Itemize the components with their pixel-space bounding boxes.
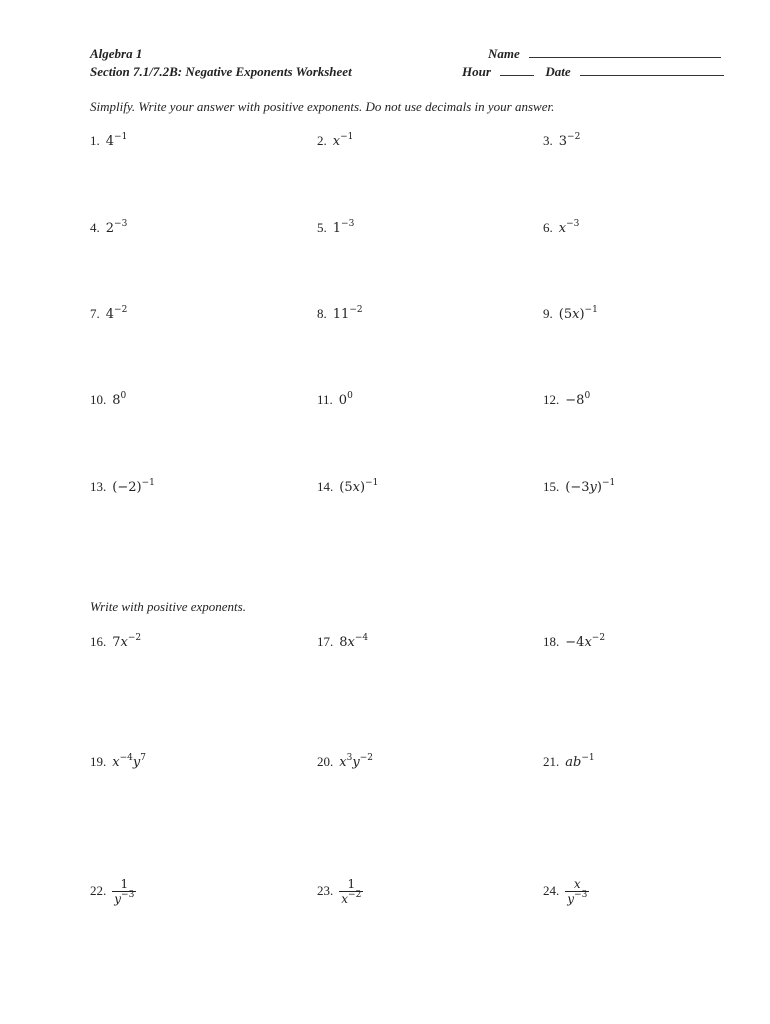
problem-number: 21.: [543, 754, 560, 769]
denominator-base: y: [567, 892, 575, 906]
problem-number: 16.: [90, 634, 107, 649]
instructions-part2: Write with positive exponents.: [90, 599, 246, 614]
problem-number: 24.: [543, 883, 560, 898]
problem-number: 6.: [543, 220, 553, 235]
expression-base: 8x: [339, 635, 355, 650]
expression-exponent: −2: [349, 305, 363, 315]
expression-exponent: −2: [114, 305, 128, 315]
expression-exponent: 0: [120, 391, 127, 401]
problem-item: [90, 133, 127, 149]
expression-exponent-2: 7: [140, 753, 146, 763]
expression-base: (5x): [558, 307, 585, 322]
problem-item: [543, 479, 615, 495]
problem-item: [543, 877, 589, 906]
problem-number: 20.: [317, 754, 334, 769]
expression-base-2: y: [352, 755, 360, 770]
expression-base: 7x: [112, 635, 128, 650]
problem-number: 12.: [543, 392, 560, 407]
name-blank[interactable]: [529, 47, 721, 58]
problem-expression: [106, 307, 128, 322]
expression-exponent: −3: [566, 219, 580, 229]
problem-number: 13.: [90, 479, 107, 494]
problem-item: [90, 877, 136, 906]
problem-expression: [112, 480, 155, 495]
problem-number: 3.: [543, 133, 553, 148]
problem-expression: [565, 480, 615, 495]
fraction-denominator: [339, 891, 363, 906]
problem-item: [543, 392, 590, 408]
problem-expression: [333, 221, 355, 236]
problem-expression: [112, 393, 126, 408]
problem-expression: [565, 877, 589, 906]
problem-expression: [333, 307, 363, 322]
problem-expression: [112, 877, 136, 906]
expression-exponent: −1: [340, 132, 354, 142]
expression-base: 4: [105, 134, 115, 149]
date-label: Date: [545, 64, 571, 79]
fraction-denominator: [565, 891, 589, 906]
problem-item: [317, 133, 353, 149]
expression-exponent: −1: [601, 478, 616, 488]
expression-base: (5x): [339, 480, 366, 495]
instructions-part1: Simplify. Write your answer with positive exponents. Do not use decimals in your answer.: [90, 99, 555, 114]
problem-number: 7.: [90, 306, 100, 321]
expression-exponent: 3: [346, 753, 353, 763]
expression-exponent: −4: [354, 633, 369, 643]
problem-item: [317, 479, 378, 495]
expression-exponent: 0: [347, 391, 353, 401]
date-blank[interactable]: [580, 65, 724, 76]
problem-item: [90, 479, 155, 495]
expression-base: x: [112, 755, 120, 770]
problem-expression: [559, 221, 580, 236]
problem-number: 2.: [317, 133, 327, 148]
expression-base: 4: [105, 307, 115, 322]
problem-number: 4.: [90, 220, 100, 235]
problem-expression: [559, 134, 581, 149]
fraction-numerator: 1: [347, 877, 356, 891]
problem-item: [317, 306, 363, 322]
problem-number: 17.: [317, 634, 334, 649]
expression-base: 11: [332, 307, 350, 322]
expression-base: x: [339, 755, 347, 770]
problem-item: [90, 634, 141, 650]
expression-exponent: −1: [584, 305, 598, 315]
problem-item: [90, 220, 127, 236]
problem-expression: [565, 635, 605, 650]
problem-expression: [565, 755, 594, 770]
fraction: [565, 877, 589, 906]
problem-item: [317, 754, 373, 770]
problem-expression: [559, 307, 598, 322]
problem-number: 22.: [90, 883, 107, 898]
problem-number: 11.: [317, 392, 333, 407]
expression-exponent: −4: [119, 753, 133, 763]
problem-expression: [565, 393, 590, 408]
problem-item: [90, 754, 146, 770]
fraction: [339, 877, 363, 906]
problem-expression: [339, 877, 363, 906]
problem-item: [90, 392, 126, 408]
problem-number: 1.: [90, 133, 100, 148]
name-label: Name: [488, 46, 520, 61]
problem-number: 19.: [90, 754, 107, 769]
expression-base: 8: [112, 393, 121, 408]
expression-base: 2: [105, 221, 115, 236]
problem-expression: [106, 134, 128, 149]
fraction-numerator: x: [573, 877, 581, 891]
fraction: [112, 877, 136, 906]
problem-item: [543, 220, 579, 236]
expression-base: (−3y): [565, 480, 602, 495]
problem-item: [543, 634, 605, 650]
fraction-denominator: [112, 891, 136, 906]
hour-date-row: [462, 64, 724, 80]
hour-blank[interactable]: [500, 65, 534, 76]
problem-number: 8.: [317, 306, 327, 321]
expression-exponent: −1: [141, 478, 155, 488]
expression-exponent-2: −2: [359, 753, 373, 763]
expression-base: −4x: [565, 635, 592, 650]
problem-expression: [339, 480, 378, 495]
expression-base: ab: [565, 755, 582, 770]
problem-item: [317, 220, 354, 236]
problem-item: [317, 392, 353, 408]
expression-base: (−2): [112, 480, 142, 495]
problem-item: [543, 306, 598, 322]
problem-expression: [112, 755, 146, 770]
name-field-row: [488, 46, 721, 62]
problem-expression: [106, 221, 128, 236]
problem-number: 15.: [543, 479, 560, 494]
expression-exponent: −1: [581, 753, 595, 763]
fraction-numerator: 1: [120, 877, 129, 891]
problem-item: [90, 306, 127, 322]
expression-base: 3: [558, 134, 568, 149]
problem-item: [317, 634, 368, 650]
denominator-exponent: −3: [121, 890, 135, 900]
expression-exponent: −2: [567, 132, 581, 142]
expression-exponent: −2: [591, 633, 606, 643]
denominator-base: x: [341, 892, 349, 906]
expression-base: −8: [565, 393, 585, 408]
problem-number: 9.: [543, 306, 553, 321]
problem-item: [543, 754, 595, 770]
expression-base: 1: [332, 221, 342, 236]
problem-number: 10.: [90, 392, 107, 407]
problem-expression: [333, 134, 354, 149]
problem-expression: [339, 755, 373, 770]
worksheet-title: Section 7.1/7.2B: Negative Exponents Worksheet: [90, 64, 352, 79]
expression-base-2: y: [132, 755, 141, 770]
problem-number: 18.: [543, 634, 560, 649]
problem-item: [317, 877, 363, 906]
expression-base: 0: [338, 393, 348, 408]
problem-expression: [339, 635, 368, 650]
denominator-exponent: −2: [348, 890, 362, 900]
expression-base: x: [332, 134, 341, 149]
expression-exponent: −1: [114, 132, 128, 142]
problem-number: 23.: [317, 883, 334, 898]
problem-expression: [339, 393, 353, 408]
expression-exponent: −3: [114, 219, 128, 229]
denominator-exponent: −3: [574, 890, 588, 900]
expression-exponent: −3: [341, 219, 355, 229]
problem-number: 5.: [317, 220, 327, 235]
expression-exponent: 0: [584, 391, 591, 401]
course-title: Algebra 1: [90, 46, 143, 61]
problem-number: 14.: [317, 479, 334, 494]
expression-exponent: −1: [365, 478, 379, 488]
denominator-base: y: [114, 892, 122, 906]
problem-item: [543, 133, 580, 149]
hour-label: Hour: [462, 64, 491, 79]
expression-exponent: −2: [127, 633, 142, 643]
problem-expression: [112, 635, 141, 650]
expression-base: x: [558, 221, 567, 236]
